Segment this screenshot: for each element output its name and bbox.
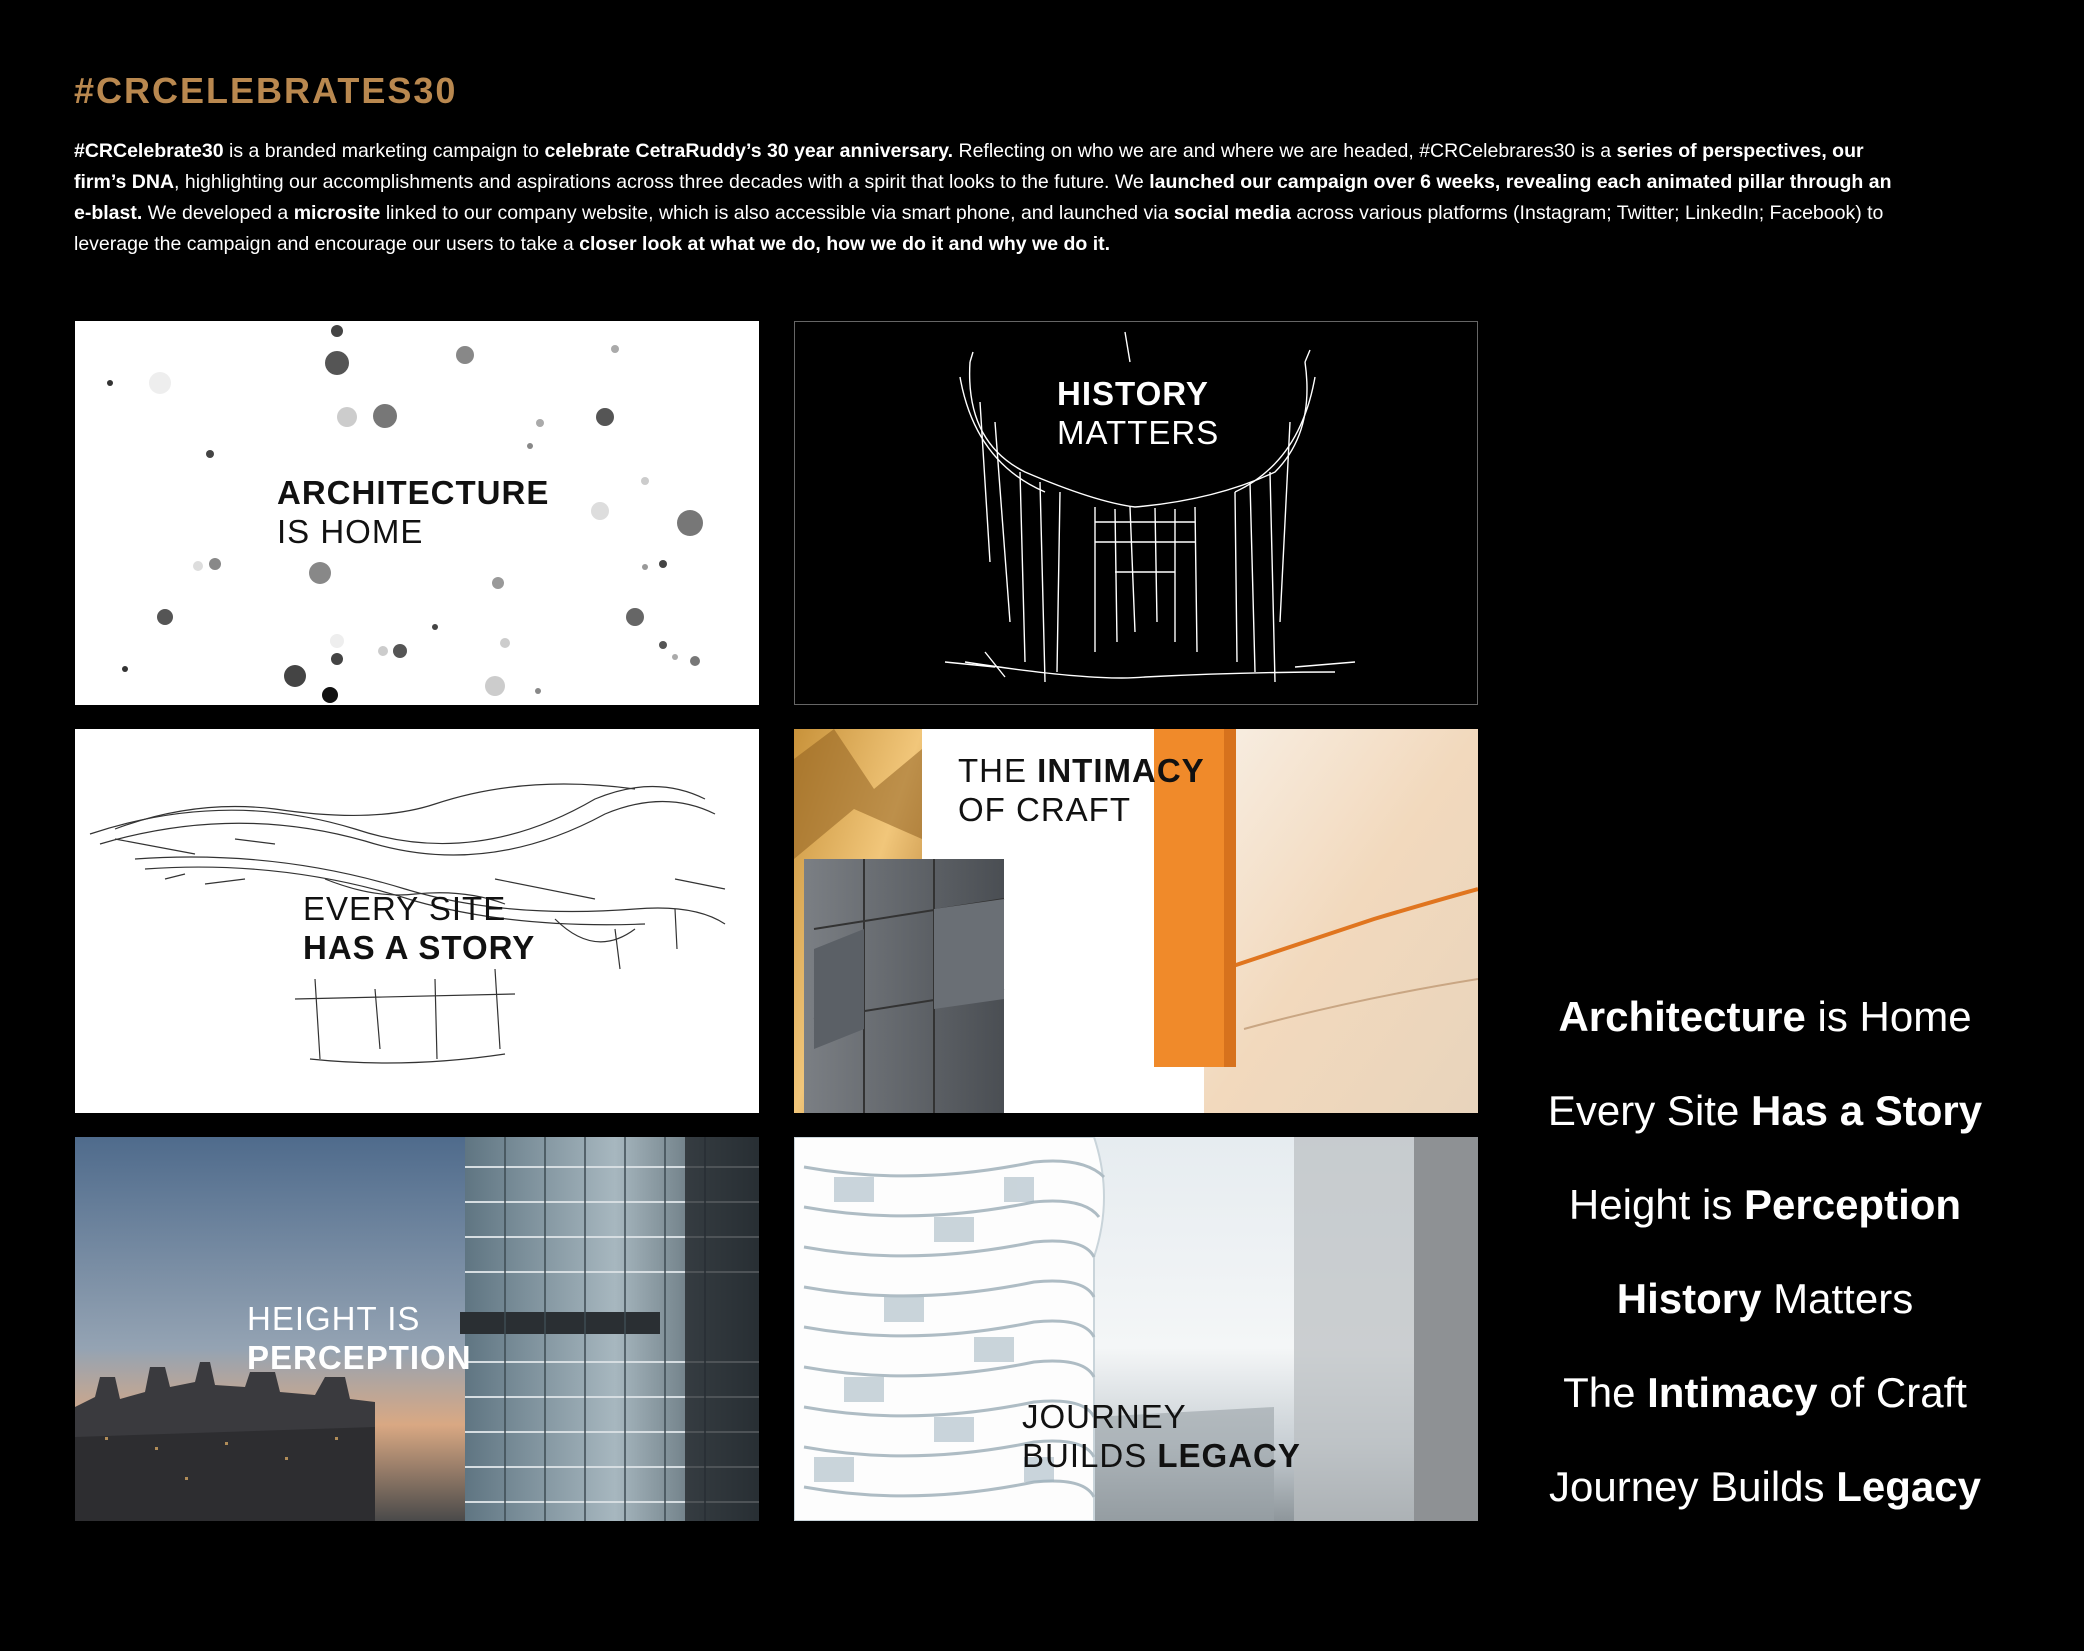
tile-caption [958,751,1205,829]
intro-text: linked to our company website, which is also accessible via smart phone, and launched via [380,202,1174,224]
tile-caption-line2: PERCEPTION [247,1339,472,1376]
tile-caption-line2: BUILDS [1022,1437,1158,1474]
pillar-history: History Matters [1616,1275,1914,1322]
tile-caption-line1: EVERY SITE [303,890,507,927]
pillar-architecture: Architecture is Home [1558,993,1972,1040]
tile-caption [303,889,535,967]
intro-hashtag: #CRCelebrate30 [74,140,224,162]
intro-bold: microsite [293,202,381,224]
tile-caption-line2: MATTERS [1057,414,1220,451]
intro-bold: social media [1173,202,1291,224]
intro-text: We developed a [142,202,294,224]
tile-caption-line2: HAS A STORY [303,929,536,966]
tile-history-matters [794,321,1478,705]
tile-caption-line1: ARCHITECTURE [277,474,550,511]
tile-journey-builds-legacy [794,1137,1478,1521]
tile-caption-bold: INTIMACY [1037,752,1205,789]
tile-caption-line1: THE [958,752,1038,789]
pillar-journey: Journey Builds Legacy [1549,1463,1981,1510]
intro-bold: series of perspectives, our firm’s DNA [74,140,1864,193]
tile-caption [1057,374,1219,452]
pillars-list [1500,970,2030,1534]
pillar-every-site: Every Site Has a Story [1547,1087,1983,1134]
pillar-intimacy: The Intimacy of Craft [1563,1369,1967,1416]
intro-paragraph [74,136,1894,260]
tile-height-is-perception [75,1137,759,1521]
intro-text: across various platforms (Instagram; Twitter; LinkedIn; Facebook) to leverage the campaign and encourage our users to take a [74,202,1884,255]
tile-intimacy-of-craft [794,729,1478,1113]
tile-caption-line2: OF CRAFT [958,791,1131,828]
tile-every-site-has-a-story [75,729,759,1113]
pillar-height: Height is Perception [1568,1181,1962,1228]
tile-caption-bold: LEGACY [1157,1437,1301,1474]
intro-text: is a branded marketing campaign to [223,140,545,162]
intro-bold: launched our campaign over 6 weeks, revealing each animated pillar through an e-blast. [74,171,1892,224]
intro-text: Reflecting on who we are and where we are headed, #CRCelebrares30 is a [953,140,1617,162]
tile-caption [1022,1397,1301,1475]
tile-caption-line1: JOURNEY [1022,1398,1187,1435]
tile-architecture-is-home [75,321,759,705]
intro-bold: closer look at what we do, how we do it and why we do it. [579,233,1111,255]
tile-caption [247,1299,472,1377]
tile-caption [277,473,549,551]
tile-caption-line1: HISTORY [1057,375,1209,412]
tile-caption-line1: HEIGHT IS [247,1300,421,1337]
tile-caption-line2: IS HOME [277,513,424,550]
intro-bold: celebrate CetraRuddy’s 30 year anniversary. [544,140,954,162]
page-title: #CRCELEBRATES30 [74,70,458,111]
intro-text: , highlighting our accomplishments and aspirations across three decades with a spirit that looks to the future. We [174,171,1150,193]
